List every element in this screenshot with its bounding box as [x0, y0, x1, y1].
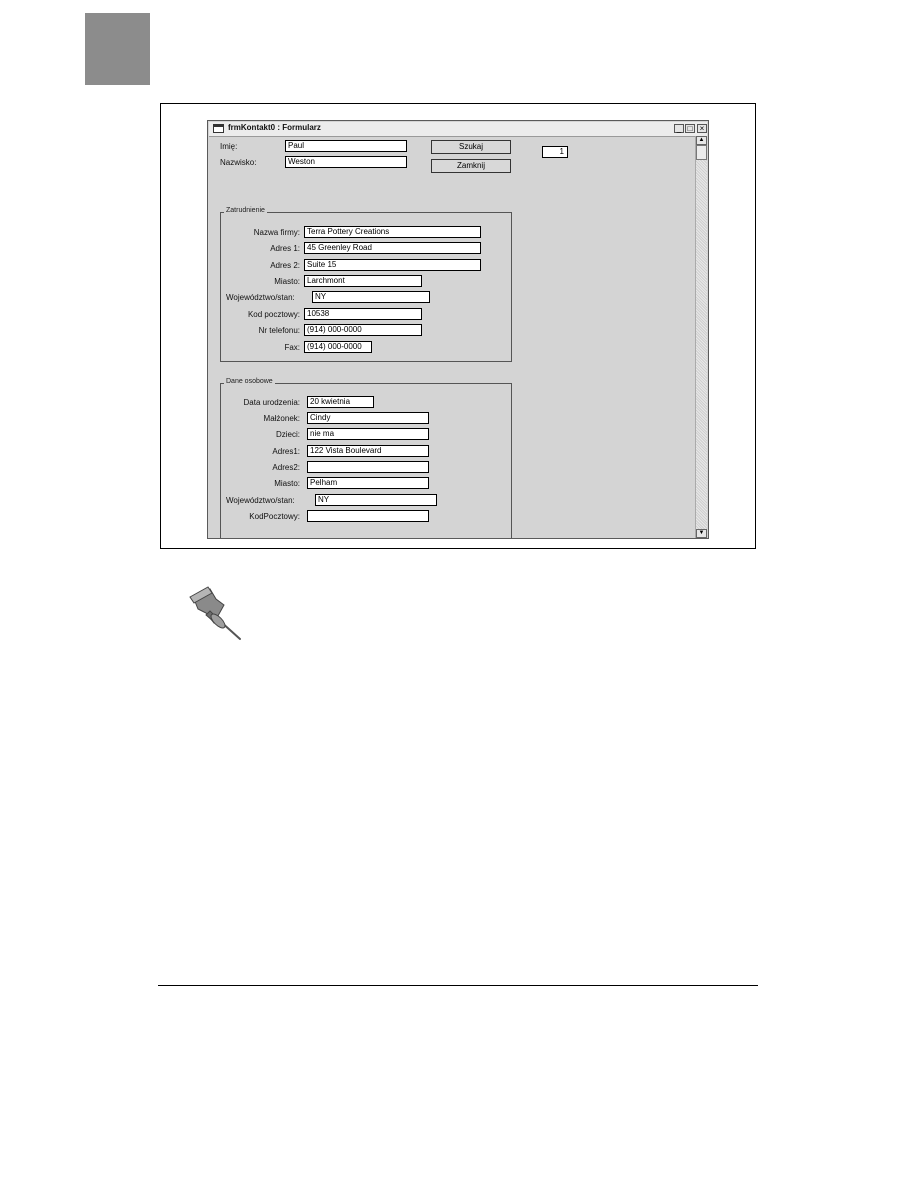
company-address2-label: Adres 2:	[270, 261, 300, 270]
title-bar[interactable]	[209, 122, 707, 137]
company-zip-field[interactable]: 10538	[304, 308, 422, 320]
company-address2-field[interactable]: Suite 15	[304, 259, 481, 271]
nazwisko-field[interactable]: Weston	[285, 156, 407, 168]
imie-label: Imię:	[220, 142, 238, 151]
access-form-window	[207, 120, 709, 539]
imie-field[interactable]: Paul	[285, 140, 407, 152]
company-state-label: Województwo/stan:	[226, 293, 295, 302]
company-name-field[interactable]: Terra Pottery Creations	[304, 226, 481, 238]
birth-date-field[interactable]: 20 kwietnia	[307, 396, 374, 408]
home-address2-field[interactable]	[307, 461, 429, 473]
footer-rule	[158, 985, 758, 986]
company-state-field[interactable]: NY	[312, 291, 430, 303]
birth-date-label: Data urodzenia:	[243, 398, 300, 407]
company-phone-label: Nr telefonu:	[258, 326, 300, 335]
maximize-button[interactable]: □	[685, 124, 695, 133]
company-city-field[interactable]: Larchmont	[304, 275, 422, 287]
company-zip-label: Kod pocztowy:	[247, 310, 300, 319]
company-address1-field[interactable]: 45 Greenley Road	[304, 242, 481, 254]
home-city-label: Miasto:	[274, 479, 300, 488]
home-address2-label: Adres2:	[272, 463, 300, 472]
close-form-button[interactable]: Zamknij	[431, 159, 511, 173]
company-fax-field[interactable]: (914) 000-0000	[304, 341, 372, 353]
company-address1-label: Adres 1:	[270, 244, 300, 253]
vertical-scrollbar[interactable]	[695, 136, 707, 538]
home-state-label: Województwo/stan:	[226, 496, 295, 505]
home-city-field[interactable]: Pelham	[307, 477, 429, 489]
spouse-field[interactable]: Cindy	[307, 412, 429, 424]
employment-group-title: Zatrudnienie	[226, 207, 265, 214]
company-fax-label: Fax:	[284, 343, 300, 352]
spouse-label: Małżonek:	[263, 414, 300, 423]
search-button[interactable]: Szukaj	[431, 140, 511, 154]
scroll-thumb[interactable]	[696, 145, 707, 160]
minimize-button[interactable]: _	[674, 124, 684, 133]
personal-group-title: Dane osobowe	[226, 378, 273, 385]
home-address1-field[interactable]: 122 Vista Boulevard	[307, 445, 429, 457]
scroll-up-arrow-icon[interactable]: ▲	[696, 136, 707, 145]
record-number-field[interactable]: 1	[542, 146, 568, 158]
nazwisko-label: Nazwisko:	[220, 158, 257, 167]
window-title: frmKontakt0 : Formularz	[228, 123, 321, 132]
children-label: Dzieci:	[275, 430, 300, 439]
children-field[interactable]: nie ma	[307, 428, 429, 440]
form-icon	[213, 124, 224, 133]
company-name-label: Nazwa firmy:	[253, 228, 300, 237]
chapter-tab-marker	[85, 13, 150, 85]
scroll-down-arrow-icon[interactable]: ▼	[696, 529, 707, 538]
home-state-field[interactable]: NY	[315, 494, 437, 506]
home-zip-label: KodPocztowy:	[249, 512, 300, 521]
company-city-label: Miasto:	[274, 277, 300, 286]
close-button[interactable]: ×	[697, 124, 707, 133]
company-phone-field[interactable]: (914) 000-0000	[304, 324, 422, 336]
pushpin-icon	[184, 585, 244, 643]
home-address1-label: Adres1:	[272, 447, 300, 456]
home-zip-field[interactable]	[307, 510, 429, 522]
